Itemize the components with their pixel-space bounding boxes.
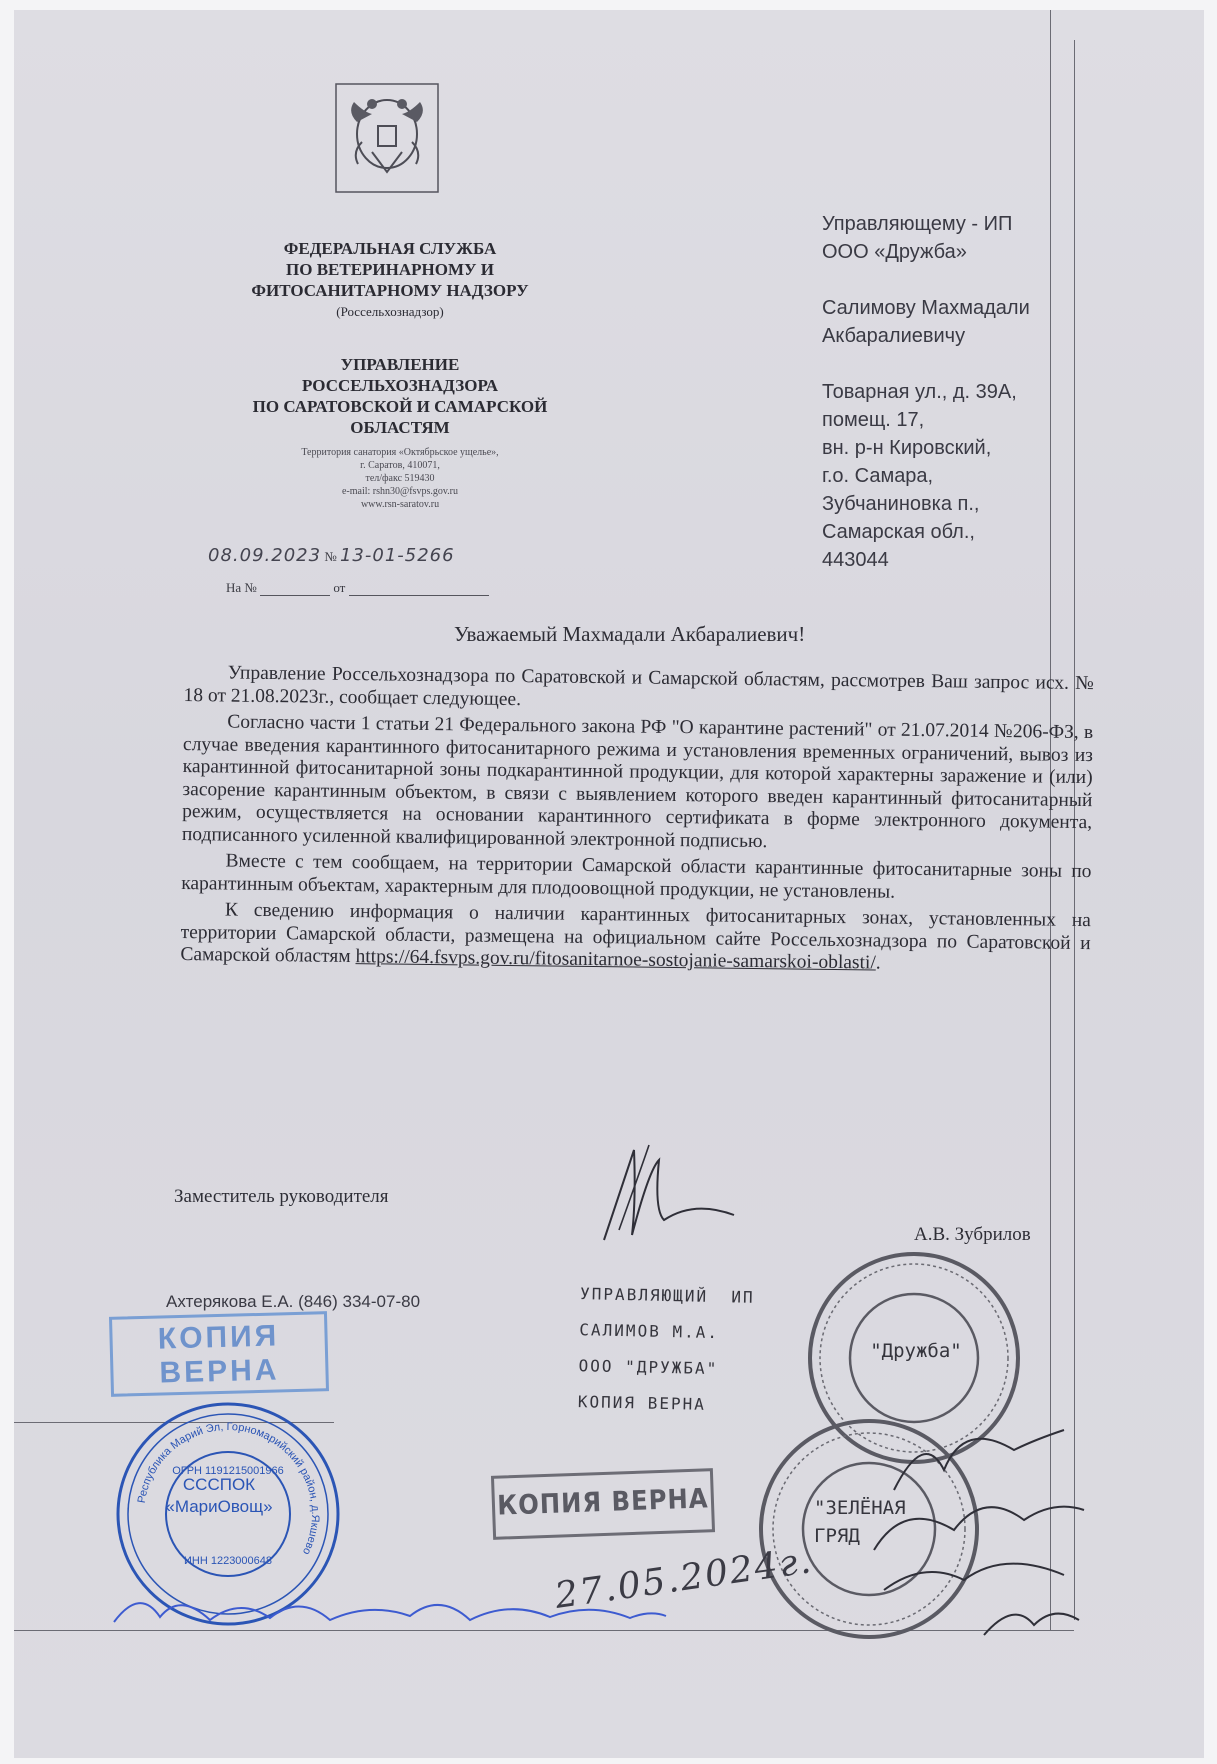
fsvps-link[interactable]: https://64.fsvps.gov.ru/fitosanitarnoe-sostojanie-samarskoi-oblasti/ [355, 946, 876, 974]
dept-line: ОБЛАСТЯМ [350, 418, 450, 437]
contact-line: г. Саратов, 410071, [360, 460, 440, 471]
blue-stamp-line: «МариОвощ» [165, 1497, 273, 1516]
body-paragraph-link [180, 899, 1091, 978]
registration-number: 13-01-5266 [339, 545, 455, 566]
address-line: Товарная ул., д. 39А, [822, 381, 1017, 403]
addressee-line: Управляющему - ИП [822, 213, 1013, 235]
dept-line: РОССЕЛЬХОЗНАДЗОРА [302, 376, 498, 395]
reference-number-blank [260, 583, 330, 596]
agency-contacts [250, 446, 550, 511]
agency-short-name: (Россельхознадзор) [336, 304, 444, 319]
druzhba-stamp-name: "Дружба" [870, 1340, 962, 1362]
signatory-name: А.В. Зубрилов [914, 1224, 1031, 1245]
typed-line: САЛИМОВ М.А. [579, 1320, 720, 1343]
contact-line: e-mail: rshn30@fsvps.gov.ru [341, 486, 459, 497]
typed-line: КОПИЯ ВЕРНА [577, 1392, 707, 1414]
agency-line: ФИТОСАНИТАРНОМУ НАДЗОРУ [251, 281, 529, 300]
executor-contact: Ахтерякова Е.А. (846) 334-07-80 [166, 1292, 421, 1311]
typed-line: ООО "ДРУЖБА" [578, 1356, 719, 1379]
reference-date-blank [349, 583, 489, 596]
department-heading [220, 354, 580, 438]
blue-stamp-center [154, 1474, 284, 1518]
letter-body [180, 662, 1094, 982]
address-line: помещ. 17, [822, 409, 925, 431]
body-paragraph: Согласно части 1 статьи 21 Федерального закона РФ "О карантине растений" от 21.07.2014 №206-ФЗ, в случае введения карантинного фитосанитарного режима и установления временных ограничений, вывоз из карантинной фитосанитарной зоны подкарантинной продукции, для которой характерны заражение и (или) засорение карантинным объектом, в связи с выявлением которого введен карантинный фитосанитарный режим, осуществляется на основании карантинного сертификата в форме электронного документа, подписанного усиленной квалифицированной электронной подписью. [181, 711, 1094, 852]
handwritten-date: 27.05.2024г. [552, 1540, 816, 1617]
zel-line: ГРЯД [814, 1525, 860, 1547]
handwritten-signature [574, 1140, 744, 1250]
blue-stamp-ring-text: Республика Марий Эл, Горномарийский район, д.Якшево [135, 1420, 322, 1557]
reference-line [226, 580, 546, 596]
copy-verified-stamp-gray: КОПИЯ ВЕРНА [491, 1468, 715, 1540]
reference-prefix: На № [226, 580, 257, 595]
coat-of-arms-emblem [332, 82, 442, 194]
blue-stamp-line: СССПОК [182, 1475, 256, 1494]
body-paragraph: Управление Россельхознадзора по Саратовской и Самарской областям, рассмотрев Ваш запрос исх. № 18 от 21.08.2023г., сообщает следующее. [183, 662, 1094, 710]
reference-mid: от [333, 580, 346, 595]
typed-line: УПРАВЛЯЮЩИЙ ИП [579, 1284, 755, 1307]
body-p4-text: К сведению информация о наличии карантинных фитосанитарных зонах, установленных на территории Самарской области, размещена на официальном сайте Россельхознадзора по Саратовской и Самарской областям [180, 899, 1092, 968]
blue-stamp-ogrn: ОГРН 1191215001966 [172, 1465, 284, 1477]
registration-sep: № [324, 549, 337, 564]
typed-certification [578, 1276, 755, 1424]
agency-heading [204, 238, 576, 322]
contact-line: www.rsn-saratov.ru [360, 499, 440, 510]
dept-line: УПРАВЛЕНИЕ [340, 355, 460, 374]
agency-line: ФЕДЕРАЛЬНАЯ СЛУЖБА [283, 239, 497, 258]
body-paragraph: Вместе с тем сообщаем, на территории Самарской области карантинные фитосанитарные зоны по карантинным объектам, характерным для плодоовощной продукции, не установлены. [181, 850, 1092, 903]
agency-line: ПО ВЕТЕРИНАРНОМУ И [286, 260, 494, 279]
dept-line: ПО САРАТОВСКОЙ И САМАРСКОЙ [252, 397, 548, 416]
body-p4-end: . [875, 952, 881, 974]
salutation: Уважаемый Махмадали Акбаралиевич! [454, 622, 806, 646]
addressee-line: ООО «Дружба» [822, 241, 967, 263]
registration-date: 08.09.2023 [208, 545, 322, 566]
handwritten-signature-manager [864, 1410, 1094, 1650]
contact-line: Территория санатория «Октябрьское ущелье», [301, 447, 499, 458]
document-sheet [14, 10, 1204, 1758]
zel-line: "ЗЕЛЁНАЯ [814, 1497, 906, 1519]
stamp-line: КОПИЯ [157, 1319, 280, 1356]
address-line: г.о. Самара, [822, 465, 934, 487]
contact-line: тел/факс 519430 [365, 473, 435, 484]
handwritten-chairman-note [110, 1582, 670, 1642]
stamp-line: ВЕРНА [159, 1353, 280, 1390]
address-line: 443044 [822, 549, 889, 571]
addressee-block [822, 210, 1082, 574]
signatory-title: Заместитель руководителя [174, 1186, 389, 1207]
blue-stamp-inn: ИНН 1223000648 [183, 1555, 273, 1567]
address-line: Зубчаниновка п., [822, 493, 980, 515]
address-line: Самарская обл., [822, 521, 975, 543]
copy-verified-stamp-blue [109, 1311, 329, 1397]
address-line: вн. р-н Кировский, [822, 437, 992, 459]
registration-line [208, 545, 548, 575]
addressee-line: Акбаралиевичу [822, 325, 966, 347]
addressee-line: Салимову Махмадали [822, 297, 1030, 319]
